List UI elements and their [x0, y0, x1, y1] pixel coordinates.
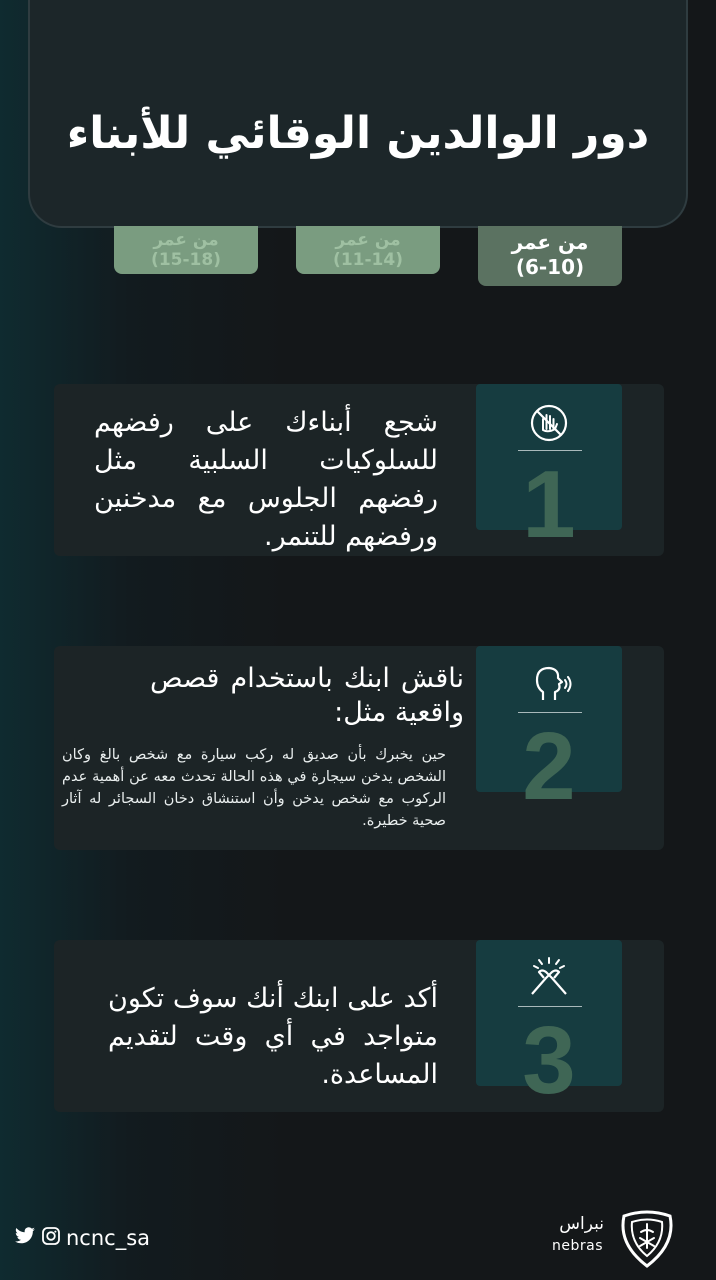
age-tab-label: من عمر	[335, 230, 401, 250]
tip-number: 3	[522, 1007, 576, 1114]
age-tab-range: (6-10)	[515, 255, 585, 279]
age-tab-range: (11-14)	[333, 250, 403, 270]
page-title: دور الوالدين الوقائي للأبناء	[66, 108, 650, 159]
tip-card-2	[54, 646, 664, 850]
age-tab-range: (15-18)	[151, 250, 221, 270]
speaking-head-icon	[476, 664, 622, 710]
age-tab-11-14[interactable]	[296, 226, 440, 274]
number-box	[476, 646, 622, 820]
handshake-icon	[476, 954, 622, 1004]
age-tab-label: من عمر	[153, 230, 219, 250]
age-tab-6-10[interactable]	[478, 226, 622, 286]
tip-number: 1	[522, 451, 576, 558]
brand-logo	[548, 1208, 688, 1268]
tip-card-3	[54, 940, 664, 1112]
handle-text: ncnc_sa	[66, 1226, 151, 1250]
number-box	[476, 940, 622, 1114]
age-tab-15-18[interactable]	[114, 226, 258, 274]
number-box	[476, 384, 622, 558]
tip-text: ناقش ابنك باستخدام قصص واقعية مثل:	[150, 663, 464, 728]
brand-name-english: nebras	[552, 1238, 604, 1254]
tip-number: 2	[522, 713, 576, 820]
brand-name-arabic: نبراس	[559, 1214, 604, 1234]
tip-details: حين يخبرك بأن صديق له ركب سيارة مع شخص بالغ وكان الشخص يدخن سيجارة في هذه الحالة تحدث معه عن أهمية عدم الركوب مع شخص يدخن وأن استنشاق دخان السجائر له آثار صحية خطيرة.	[62, 747, 446, 829]
tip-card-1	[54, 384, 664, 556]
tip-text: شجع أبناءك على رفضهم للسلوكيات السلبية مثل رفضهم الجلوس مع مدخنين ورفضهم للتنمر.	[94, 407, 438, 552]
emblem-icon	[614, 1210, 680, 1272]
instagram-icon	[42, 1226, 60, 1250]
no-smoking-hand-icon	[476, 402, 622, 448]
age-tab-label: من عمر	[511, 230, 589, 254]
social-handle[interactable]	[14, 1226, 150, 1250]
tip-text: أكد على ابنك أنك سوف تكون متواجد في أي وقت لتقديم المساعدة.	[108, 983, 438, 1090]
twitter-icon	[14, 1226, 36, 1250]
